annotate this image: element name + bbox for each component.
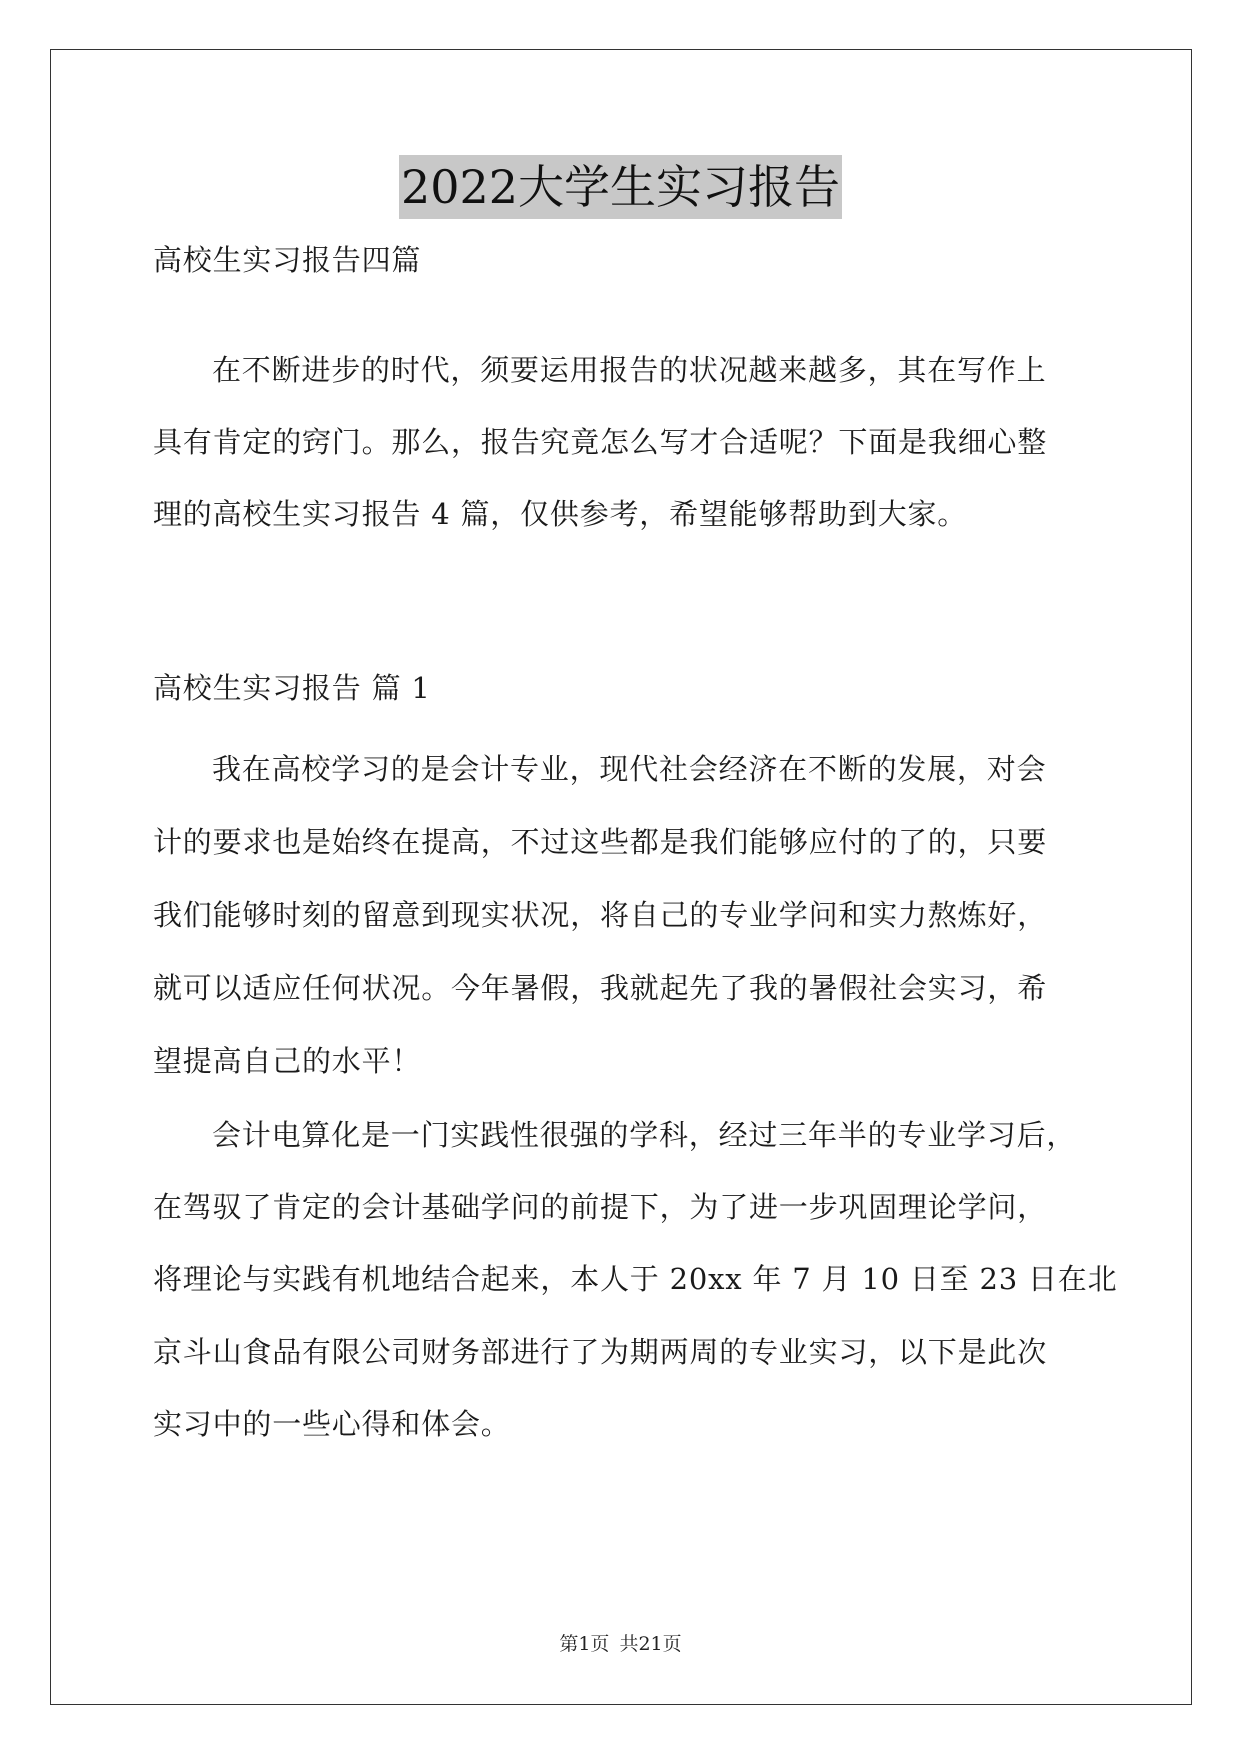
paragraph-line: 会计电算化是一门实践性很强的学科，经过三年半的专业学习后， (212, 1118, 1077, 1152)
paragraph-line: 京斗山食品有限公司财务部进行了为期两周的专业实习，以下是此次 (153, 1335, 1048, 1369)
paragraph-line: 实习中的一些心得和体会。 (153, 1407, 511, 1441)
document-title (0, 155, 1241, 219)
document-title-text: 2022大学生实习报告 (399, 155, 842, 219)
intro-line: 在不断进步的时代，须要运用报告的状况越来越多，其在写作上 (212, 353, 1047, 387)
total-pages: 共21页 (619, 1633, 682, 1655)
paragraph-line: 就可以适应任何状况。今年暑假，我就起先了我的暑假社会实习，希 (153, 971, 1048, 1005)
section-heading: 高校生实习报告 篇 1 (153, 671, 431, 705)
paragraph-line: 将理论与实践有机地结合起来，本人于 20xx 年 7 月 10 日至 23 日在北 (153, 1262, 1118, 1296)
intro-line: 理的高校生实习报告 4 篇，仅供参考，希望能够帮助到大家。 (153, 497, 968, 531)
page-footer (0, 1632, 1241, 1656)
document-subtitle: 高校生实习报告四篇 (153, 243, 422, 277)
paragraph-line: 在驾驭了肯定的会计基础学问的前提下，为了进一步巩固理论学问， (153, 1190, 1048, 1224)
paragraph-line: 望提高自己的水平！ (153, 1044, 422, 1078)
paragraph-line: 我们能够时刻的留意到现实状况，将自己的专业学问和实力熬炼好， (153, 898, 1048, 932)
page-border (50, 49, 1192, 1705)
page-number: 第1页 (559, 1633, 610, 1655)
paragraph-line: 我在高校学习的是会计专业，现代社会经济在不断的发展，对会 (212, 752, 1047, 786)
paragraph-line: 计的要求也是始终在提高，不过这些都是我们能够应付的了的，只要 (153, 825, 1048, 859)
intro-line: 具有肯定的窍门。那么，报告究竟怎么写才合适呢？下面是我细心整 (153, 425, 1048, 459)
